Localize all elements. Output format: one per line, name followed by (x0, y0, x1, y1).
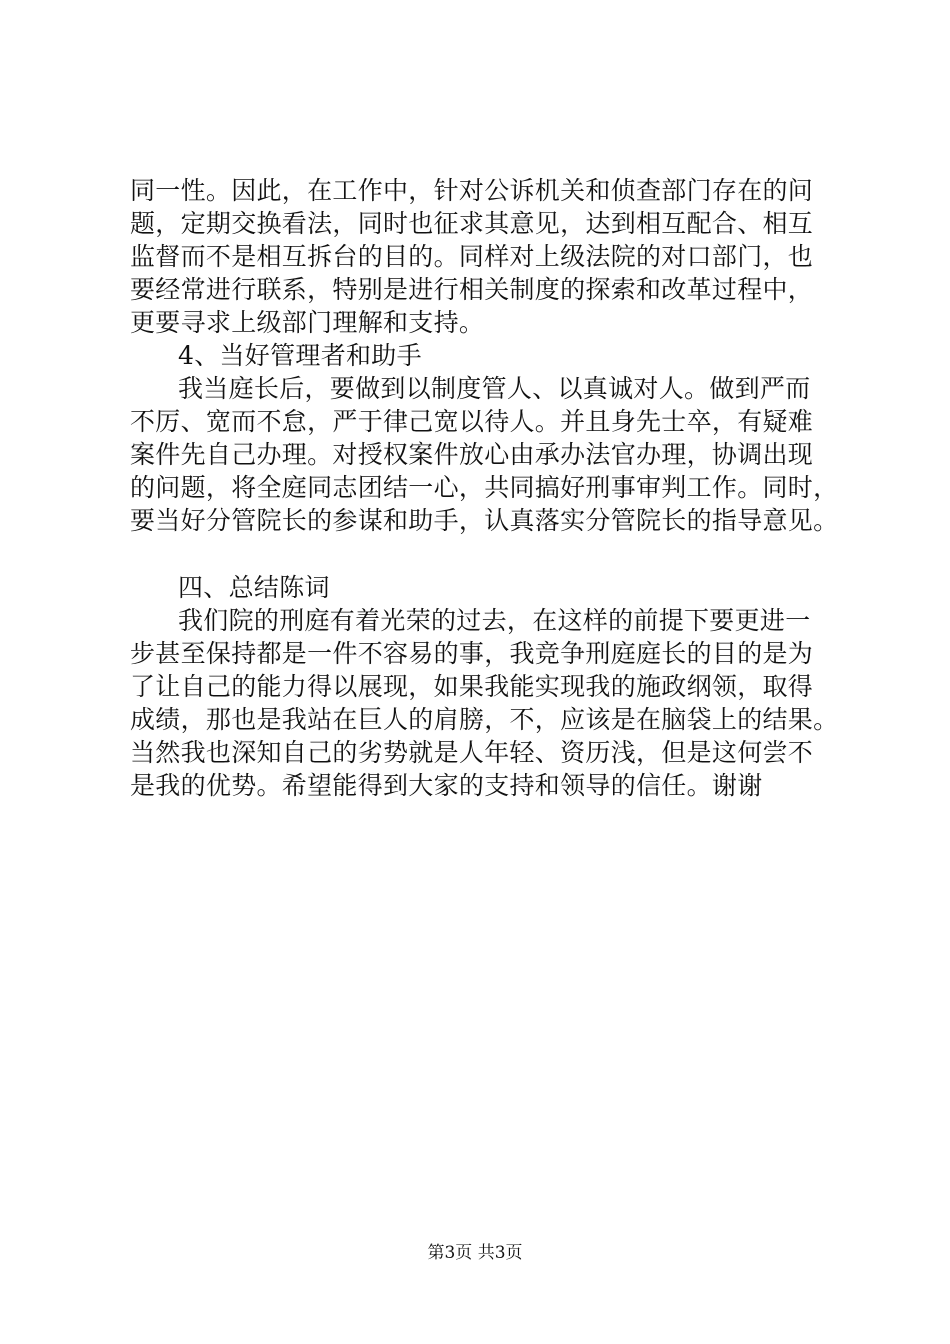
paragraph-line: 更要寻求上级部门理解和支持。 (130, 308, 485, 337)
paragraph-line: 不厉、宽而不怠，严于律己宽以待人。并且身先士卒，有疑难 (130, 407, 814, 436)
section-heading: 四、总结陈词 (178, 573, 330, 602)
document-body (130, 174, 850, 802)
paragraph-line: 成绩，那也是我站在巨人的肩膀，不，应该是在脑袋上的结果。 (130, 705, 839, 734)
paragraph-line: 题，定期交换看法，同时也征求其意见，达到相互配合、相互 (130, 209, 814, 238)
paragraph-line: 我们院的刑庭有着光荣的过去，在这样的前提下要更进一 (178, 606, 811, 635)
paragraph-line: 是我的优势。希望能得到大家的支持和领导的信任。谢谢 (130, 771, 763, 800)
paragraph-line: 要当好分管院长的参谋和助手，认真落实分管院长的指导意见。 (130, 506, 839, 535)
paragraph-line: 案件先自己办理。对授权案件放心由承办法官办理，协调出现 (130, 440, 814, 469)
paragraph-line: 同一性。因此，在工作中，针对公诉机关和侦查部门存在的问 (130, 176, 814, 205)
paragraph-line: 我当庭长后，要做到以制度管人、以真诚对人。做到严而 (178, 374, 811, 403)
section-heading: 4、当好管理者和助手 (178, 341, 422, 370)
paragraph-line: 要经常进行联系，特别是进行相关制度的探索和改革过程中， (130, 275, 814, 304)
paragraph-line: 步甚至保持都是一件不容易的事，我竞争刑庭庭长的目的是为 (130, 639, 814, 668)
paragraph-line: 当然我也深知自己的劣势就是人年轻、资历浅，但是这何尝不 (130, 738, 814, 767)
paragraph-line: 了让自己的能力得以展现，如果我能实现我的施政纲领，取得 (130, 672, 814, 701)
paragraph-line: 监督而不是相互拆台的目的。同样对上级法院的对口部门，也 (130, 242, 814, 271)
paragraph-gap (130, 537, 850, 571)
paragraph-line: 的问题，将全庭同志团结一心，共同搞好刑事审判工作。同时， (130, 473, 839, 502)
page-number-footer: 第3页 共3页 (427, 1243, 523, 1263)
